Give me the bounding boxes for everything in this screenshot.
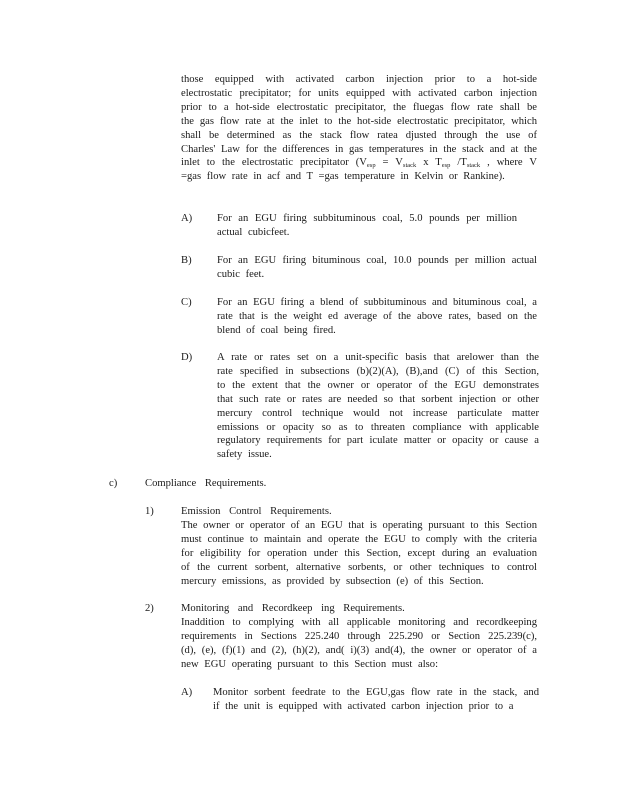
sub1-text: The owner or operator of an EGU that is operating pursuant to this Section must continue to maintain and operate the EGU to comply with the criteria for eligibility for operation under this Section, except during an evaluation of the current sorbent, alternative sorbents, or other techniques to control mercury emissions, as provided by subsection (e) of this Section. [181,520,537,587]
subscript-v-stack: stack [402,162,417,170]
item-a-text: For an EGU firing subbituminous coal, 5.0 pounds per million actual cubicfeet. [217,213,517,238]
item-d-label: D) [181,352,193,363]
sub1-heading: Emission Control Requirements. [181,506,332,517]
intro-text-3: x T [416,157,442,169]
sub2-text: Inaddition to complying with all applicable monitoring and recordkeeping requirements in Sections 225.240 through 225.290 or Section 225.239(c), (d), (e), (f)(1) and (2), (h)(2), and( i)(3) and(4), the owner or operator of a new EGU operating pursuant to this Section must also: [181,617,537,670]
sub2-heading: Monitoring and Recordkeep ing Requirements. [181,603,405,614]
sub2a-label: A) [181,687,193,698]
section-c-label: c) [109,478,118,489]
intro-paragraph [181,73,537,184]
intro-text-1: those equipped with activated carbon injection prior to a hot-side electrostatic precipitator; for units equipped with activated carbon injection prior to a hot-side electrostatic precipitator, the fluegas flow rate shall be the gas flow rate at the inlet to the hot-side electrostatic precipitator, which shall be determined as the stack flow ratea djusted through the use of Charles' Law for the differences in gas temperatures in the stack and at the inlet to the electrostatic precipitator (V [181,74,537,169]
intro-text-4: /T [450,157,467,169]
intro-text-2: = V [375,157,403,169]
item-b-text: For an EGU firing bituminous coal, 10.0 pounds per million actual cubic feet. [217,255,537,280]
item-a-label: A) [181,213,193,224]
sub2-label: 2) [145,603,154,614]
sub2a-text: Monitor sorbent feedrate to the EGU,gas flow rate in the stack, and if the unit is equipped with activated carbon injection prior to a [213,687,539,712]
subscript-v-esp: esp [366,162,376,170]
item-b-label: B) [181,255,192,266]
subscript-t-esp: esp [441,162,451,170]
subscript-t-stack: stack [466,162,481,170]
item-d-text: A rate or rates set on a unit-specific basis that arelower than the rate specified in subsections (b)(2)(A), (B),and (C) of this Section, to the extent that the owner or operator of the EGU demonstrates that such rate or rates are needed so that sorbent injection or other mercury control technique would not increase particulate matter emissions or opacity so as to threaten compliance with applicable regulatory requirements for part iculate matter or opacity or cause a safety issue. [217,352,539,461]
item-c-text: For an EGU firing a blend of subbituminous and bituminous coal, a rate that is the weight ed average of the above rates, based on the blend of coal being fired. [217,297,537,336]
section-c-heading: Compliance Requirements. [145,478,267,489]
intro-text-5: , where V =gas flow rate in acf and T =gas temperature in Kelvin or Rankine). [181,157,537,183]
sub1-label: 1) [145,506,154,517]
item-c-label: C) [181,297,192,308]
